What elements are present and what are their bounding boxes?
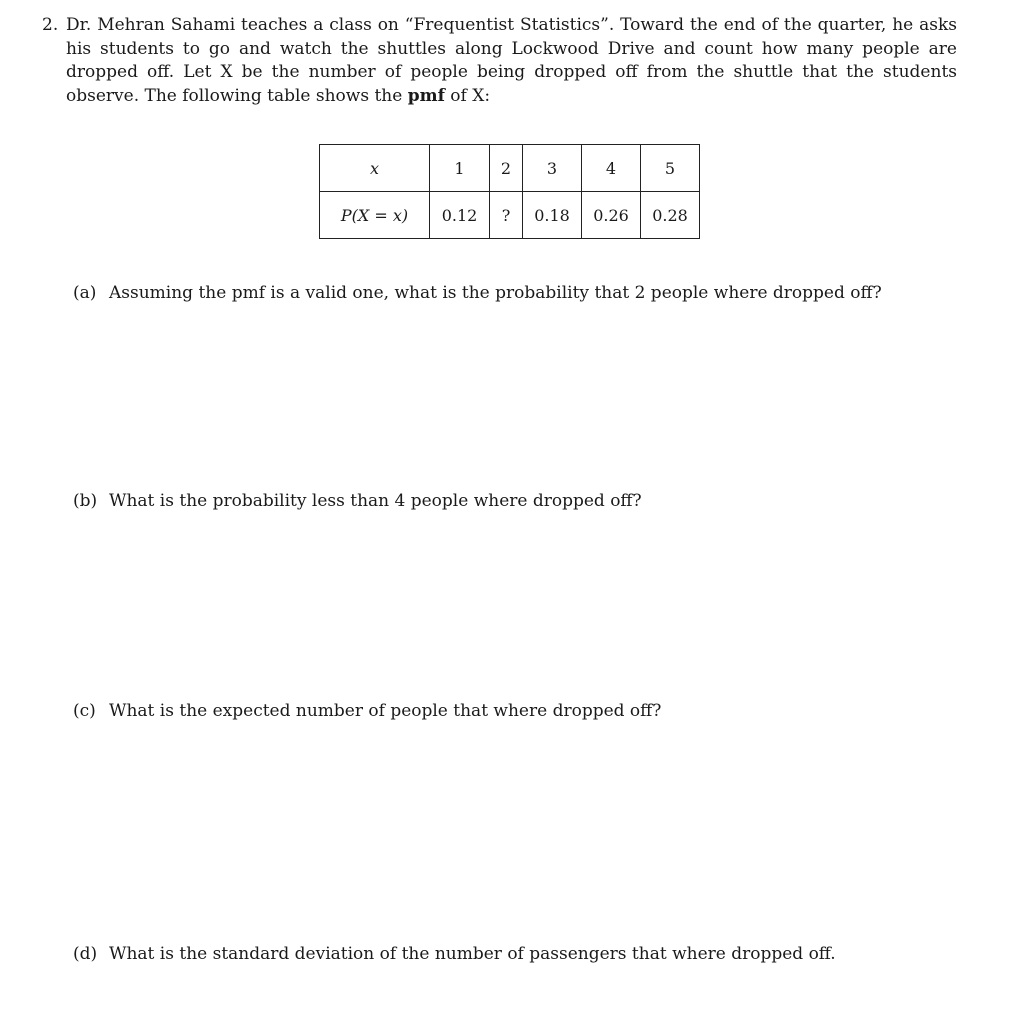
part-c-label: (c) [73, 701, 96, 721]
table-cell-x1: 1 [430, 145, 490, 192]
question-part-c [73, 700, 661, 723]
table-cell-x3: 3 [523, 145, 582, 192]
question-part-a [73, 282, 882, 305]
table-cell-p2: ? [490, 192, 523, 239]
question-part-b [73, 490, 642, 513]
part-c-text: What is the expected number of people that where dropped off? [109, 701, 662, 721]
pmf-table [319, 144, 700, 239]
question-part-d [73, 943, 836, 966]
intro-text: Dr. Mehran Sahami teaches a class on “Frequentist Statistics”. Toward the end of the quarter, he asks his students to go and watch the shuttles along Lockwood Drive and count how many people are dropped off. Let X be the number of people being dropped off from the shuttle that the students observe. The following table shows the [66, 15, 957, 106]
part-b-label: (b) [73, 491, 98, 511]
table-header-x: x [320, 145, 430, 192]
intro-bold-term: pmf [407, 85, 445, 106]
table-cell-p3: 0.18 [523, 192, 582, 239]
table-header-p: P(X = x) [320, 192, 430, 239]
problem-intro [66, 14, 957, 108]
table-row-x [320, 145, 700, 192]
table-cell-p4: 0.26 [582, 192, 641, 239]
table-row-p [320, 192, 700, 239]
part-d-text: What is the standard deviation of the number of passengers that where dropped off. [109, 944, 836, 964]
problem-statement [42, 14, 957, 108]
table-cell-x5: 5 [641, 145, 700, 192]
part-a-label: (a) [73, 283, 97, 303]
table-cell-x2: 2 [490, 145, 523, 192]
intro-text-end: of X: [450, 85, 491, 106]
part-d-label: (d) [73, 944, 98, 964]
table-cell-p1: 0.12 [430, 192, 490, 239]
problem-number: 2. [42, 15, 59, 35]
part-a-text: Assuming the pmf is a valid one, what is the probability that 2 people where dropped off? [109, 283, 882, 303]
table-cell-x4: 4 [582, 145, 641, 192]
part-b-text: What is the probability less than 4 people where dropped off? [109, 491, 642, 511]
table-cell-p5: 0.28 [641, 192, 700, 239]
